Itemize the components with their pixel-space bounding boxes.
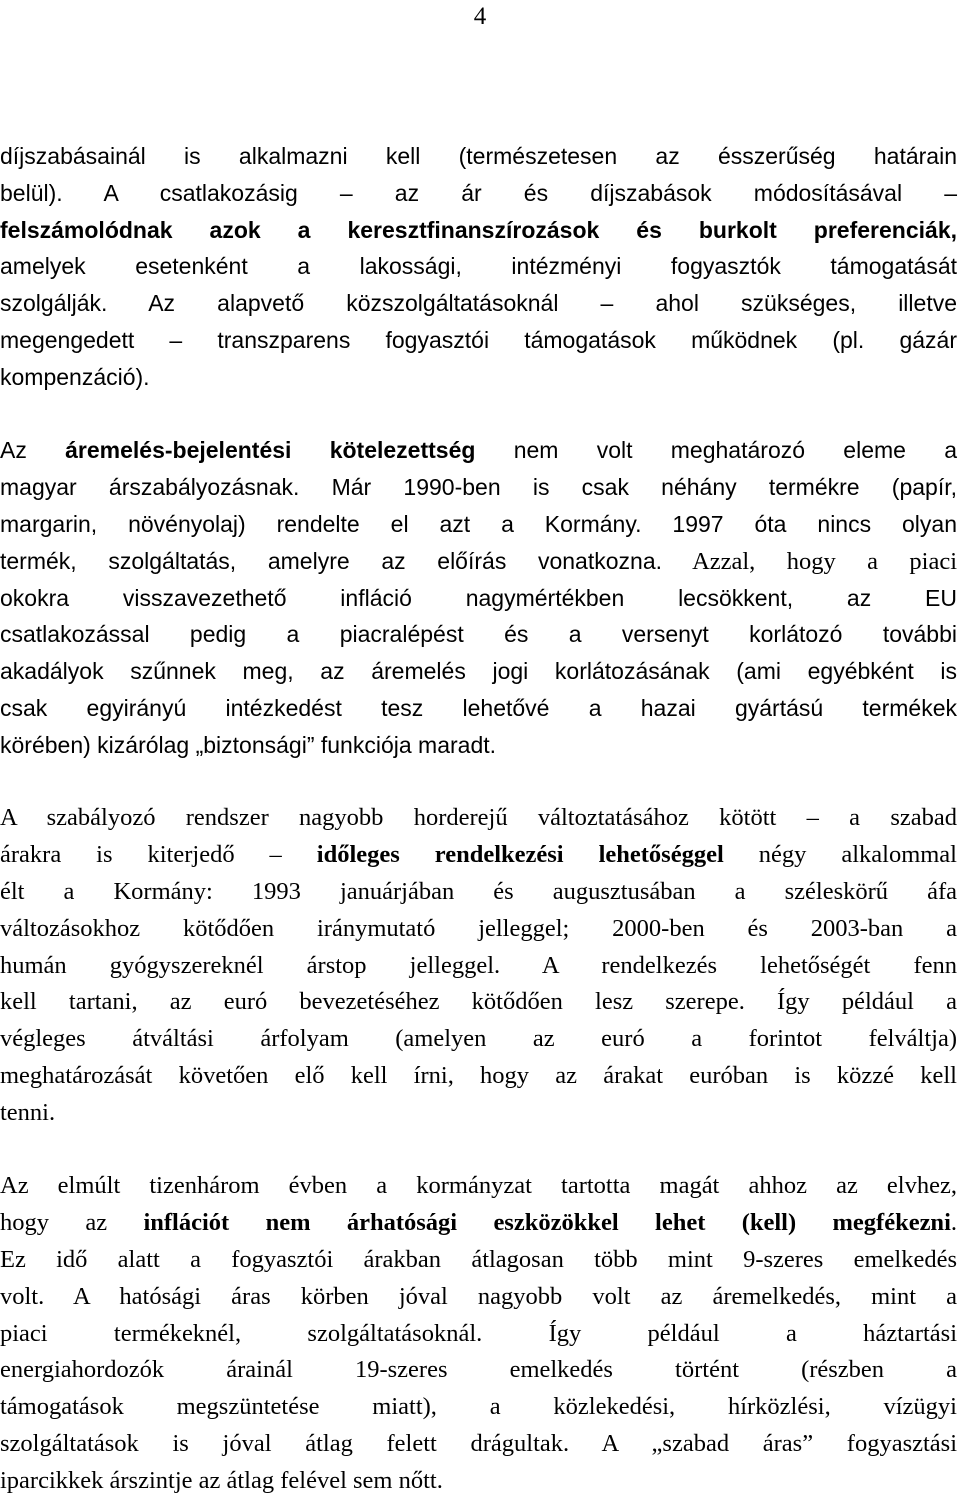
- document-body: [0, 138, 957, 1499]
- text-run: szolgálják. Az alapvető közszolgáltatásoknál – ahol szükséges, illetve: [0, 290, 957, 317]
- text-line: [0, 1316, 957, 1353]
- text-run: iparcikkek árszintje az átlag felével sem nőtt.: [0, 1466, 443, 1494]
- text-run: Azzal, hogy a piaci: [662, 547, 957, 575]
- text-run: megengedett – transzparens fogyasztói támogatások működnek (pl. gázár: [0, 326, 957, 353]
- text-line: [0, 727, 957, 764]
- text-line: [0, 911, 957, 948]
- text-run: négy alkalommal: [723, 841, 957, 869]
- text-line: [0, 984, 957, 1021]
- text-run: amelyek esetenként a lakossági, intézményi fogyasztók támogatását: [0, 253, 957, 280]
- text-line: [0, 359, 957, 396]
- text-run: szolgáltatások is jóval átlag felett drágultak. A „szabad áras” fogyasztási: [0, 1429, 957, 1457]
- text-run: élt a Kormány: 1993 januárjában és augusztusában a széleskörű áfa: [0, 877, 957, 905]
- text-line: [0, 1279, 957, 1316]
- text-line: [0, 248, 957, 285]
- text-line: [0, 212, 957, 249]
- text-line: [0, 1426, 957, 1463]
- text-line: [0, 580, 957, 617]
- text-run: margarin, növényolaj) rendelte el azt a Kormány. 1997 óta nincs olyan: [0, 510, 957, 537]
- text-line: [0, 322, 957, 359]
- text-line: [0, 175, 957, 212]
- text-run: energiahordozók árainál 19-szeres emelkedés történt (részben a: [0, 1356, 957, 1384]
- text-run: árakra is kiterjedő –: [0, 841, 317, 869]
- bold-text: időleges rendelkezési lehetőséggel: [316, 841, 724, 869]
- text-run: hogy az: [0, 1209, 144, 1237]
- paragraph: [0, 800, 957, 1131]
- bold-text: áremelés-bejelentési kötelezettség: [65, 437, 476, 464]
- text-run: csak egyirányú intézkedést tesz lehetővé a hazai gyártású termékek: [0, 694, 957, 721]
- text-line: [0, 948, 957, 985]
- text-line: [0, 616, 957, 653]
- text-line: [0, 1242, 957, 1279]
- text-run: Az elmúlt tizenhárom évben a kormányzat tartotta magát ahhoz az elvhez,: [0, 1172, 957, 1200]
- text-run: körében) kizárólag „biztonsági” funkciója maradt.: [0, 731, 497, 758]
- text-line: [0, 1058, 957, 1095]
- text-run: végleges átváltási árfolyam (amelyen az euró a forintot felváltja): [0, 1025, 957, 1053]
- text-line: [0, 837, 957, 874]
- text-run: belül). A csatlakozásig – az ár és díjszabások módosításával –: [0, 179, 957, 206]
- text-line: [0, 1463, 957, 1499]
- text-line: [0, 1168, 957, 1205]
- text-run: okokra visszavezethető infláció nagymértékben lecsökkent, az EU: [0, 584, 957, 611]
- text-run: nem volt meghatározó eleme a: [475, 437, 958, 464]
- text-run: támogatások megszüntetése miatt), a közlekedési, hírközlési, vízügyi: [0, 1393, 957, 1421]
- text-line: [0, 138, 957, 175]
- text-run: változásokhoz kötődően iránymutató jelleggel; 2000-ben és 2003-ban a: [0, 914, 957, 942]
- text-line: [0, 874, 957, 911]
- bold-text: inflációt nem árhatósági eszközökkel lehet (kell) megfékezni: [143, 1209, 951, 1237]
- text-run: akadályok szűnnek meg, az áremelés jogi korlátozásának (ami egyébként is: [0, 658, 957, 685]
- bold-text: felszámolódnak azok a keresztfinanszírozások és burkolt preferenciák,: [0, 216, 957, 243]
- text-line: [0, 543, 957, 580]
- text-run: kompenzáció).: [0, 363, 150, 390]
- text-run: termék, szolgáltatás, amelyre az előírás vonatkozna.: [0, 547, 663, 574]
- text-line: [0, 653, 957, 690]
- text-line: [0, 432, 957, 469]
- paragraph-gap: [0, 396, 957, 433]
- text-run: piaci termékeknél, szolgáltatásoknál. Így például a háztartási: [0, 1319, 957, 1347]
- text-run: tenni.: [0, 1098, 56, 1126]
- text-run: Ez idő alatt a fogyasztói árakban átlagosan több mint 9-szeres emelkedés: [0, 1245, 957, 1273]
- text-line: [0, 1021, 957, 1058]
- text-run: volt. A hatósági áras körben jóval nagyobb volt az áremelkedés, mint a: [0, 1282, 957, 1310]
- page-number: 4: [473, 3, 487, 30]
- paragraph: [0, 138, 957, 396]
- text-run: humán gyógyszereknél árstop jelleggel. A rendelkezés lehetőségét fenn: [0, 951, 957, 979]
- text-run: magyar árszabályozásnak. Már 1990-ben is csak néhány termékre (papír,: [0, 474, 957, 501]
- text-run: díjszabásainál is alkalmazni kell (természetesen az ésszerűség határain: [0, 143, 957, 169]
- text-line: [0, 506, 957, 543]
- text-run: A szabályozó rendszer nagyobb horderejű változtatásához kötött – a szabad: [0, 804, 957, 832]
- text-run: kell tartani, az euró bevezetéséhez kötődően lesz szerepe. Így például a: [0, 988, 957, 1016]
- text-line: [0, 1352, 957, 1389]
- text-line: [0, 469, 957, 506]
- text-run: csatlakozással pedig a piacralépést és a versenyt korlátozó további: [0, 621, 957, 648]
- text-line: [0, 285, 957, 322]
- text-run: meghatározását követően elő kell írni, hogy az árakat euróban is közzé kell: [0, 1061, 957, 1089]
- paragraph-gap: [0, 764, 957, 801]
- text-line: [0, 690, 957, 727]
- paragraph: [0, 1168, 957, 1499]
- paragraph-gap: [0, 1132, 957, 1169]
- text-line: [0, 800, 957, 837]
- text-line: [0, 1205, 957, 1242]
- text-line: [0, 1389, 957, 1426]
- text-line: [0, 1095, 957, 1132]
- text-run: .: [950, 1209, 957, 1237]
- paragraph: [0, 432, 957, 763]
- text-run: Az: [0, 437, 66, 464]
